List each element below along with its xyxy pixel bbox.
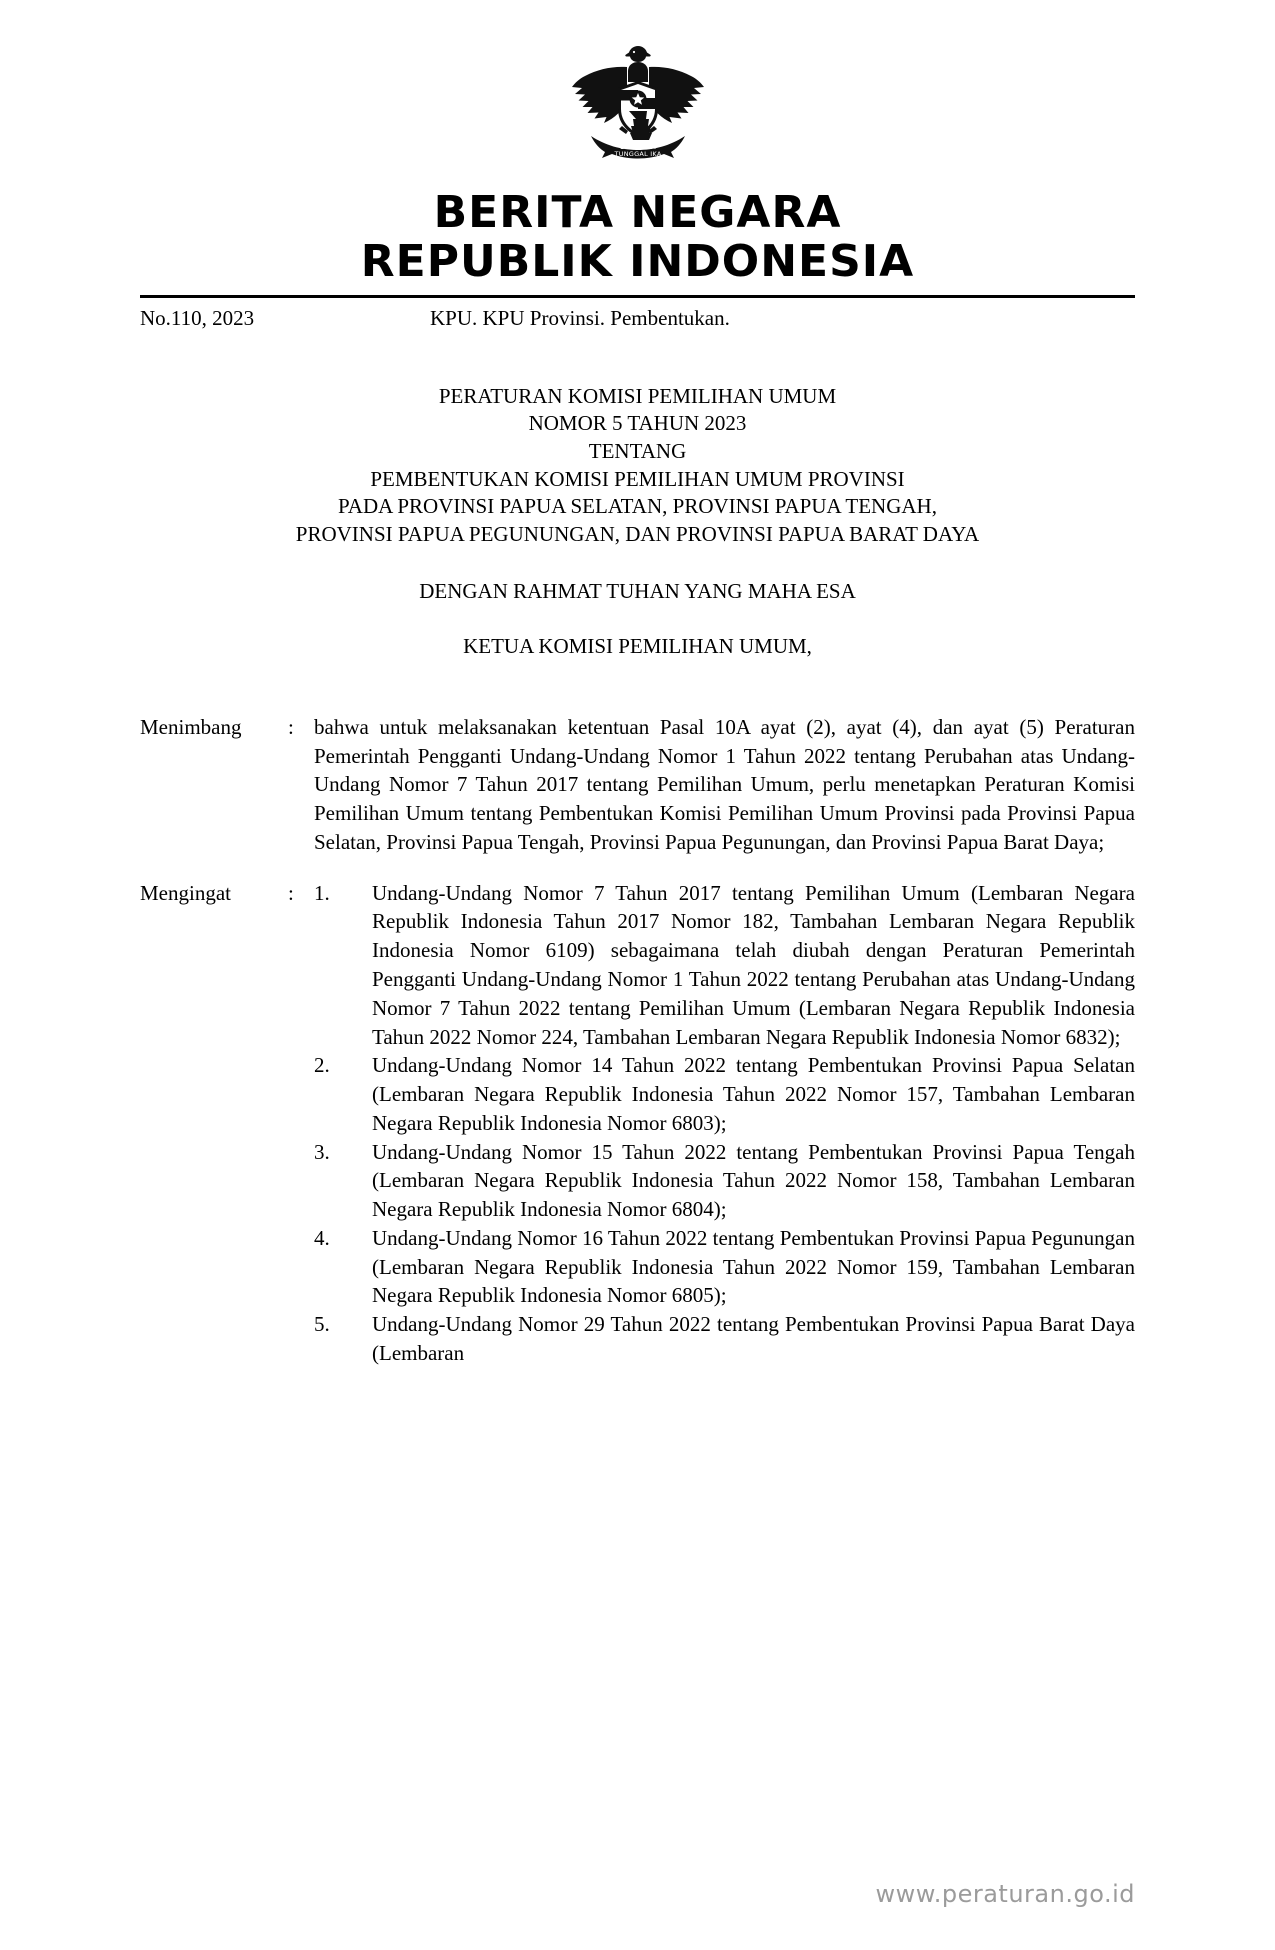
gazette-number-line bbox=[140, 306, 1135, 331]
list-item-text: Undang-Undang Nomor 29 Tahun 2022 tentang Pembentukan Provinsi Papua Barat Daya (Lembaran bbox=[372, 1312, 1135, 1365]
list-item-index: 4. bbox=[314, 1225, 330, 1250]
list-item-index: 1. bbox=[314, 880, 330, 905]
masthead-line-1: BERITA NEGARA bbox=[433, 187, 842, 238]
title-line-6: PROVINSI PAPUA PEGUNUNGAN, DAN PROVINSI PAPUA BARAT DAYA bbox=[295, 522, 980, 547]
clause-menimbang-text bbox=[314, 713, 1135, 857]
list-item-text: Undang-Undang Nomor 15 Tahun 2022 tentang Pembentukan Provinsi Papua Tengah (Lembaran Negara Republik Indonesia Tahun 2022 Nomor 158, Tambahan Lembaran Negara Republik Indonesia Nomor 6804); bbox=[372, 1139, 1135, 1222]
regulation-title-block bbox=[140, 383, 1135, 549]
clause-mengingat-list bbox=[314, 879, 1135, 1368]
title-line-1: PERATURAN KOMISI PEMILIHAN UMUM bbox=[438, 383, 837, 408]
masthead bbox=[140, 188, 1135, 287]
svg-text:TUNGGAL IKA: TUNGGAL IKA bbox=[613, 150, 662, 158]
footer-watermark: www.peraturan.go.id bbox=[875, 1880, 1135, 1908]
emblem-container bbox=[140, 0, 1135, 178]
list-item-text: Undang-Undang Nomor 16 Tahun 2022 tentang Pembentukan Provinsi Papua Pegunungan (Lembaran Negara Republik Indonesia Tahun 2022 Nomor 159, Tambahan Lembaran Negara Republik Indonesia Nomor 6805); bbox=[372, 1225, 1135, 1308]
list-item-text: Undang-Undang Nomor 14 Tahun 2022 tentang Pembentukan Provinsi Papua Selatan (Lembaran Negara Republik Indonesia Tahun 2022 Nomor 157, Tambahan Lembaran Negara Republik Indonesia Nomor 6803); bbox=[372, 1053, 1135, 1135]
list-item-text: Undang-Undang Nomor 7 Tahun 2017 tentang Pemilihan Umum (Lembaran Negara Republik Indonesia Tahun 2017 Nomor 182, Tambahan Lembaran Negara Republik Indonesia Nomor 6109) sebagaimana telah diubah dengan Peraturan Pemerintah Pengganti Undang-Undang Nomor 1 Tahun 2022 tentang Perubahan atas Undang-Undang Nomor 7 Tahun 2022 tentang Pemilihan Umum (Lembaran Negara Republik Indonesia Tahun 2022 Nomor 224, Tambahan Lembaran Negara Republik Indonesia Nomor 6832); bbox=[372, 880, 1135, 1049]
title-line-4: PEMBENTUKAN KOMISI PEMILIHAN UMUM PROVINSI bbox=[370, 466, 905, 491]
clause-mengingat bbox=[140, 879, 1135, 1368]
clause-menimbang-label: Menimbang bbox=[140, 714, 242, 739]
list-item-index: 5. bbox=[314, 1312, 330, 1337]
list-item-index: 2. bbox=[314, 1053, 330, 1078]
list-item bbox=[314, 1224, 1135, 1310]
clause-menimbang-colon: : bbox=[288, 714, 294, 739]
list-item bbox=[314, 1138, 1135, 1224]
gazette-subject: KPU. KPU Provinsi. Pembentukan. bbox=[430, 305, 730, 330]
clause-menimbang-paragraph: bahwa untuk melaksanakan ketentuan Pasal 10A ayat (2), ayat (4), dan ayat (5) Peraturan Pemerintah Pengganti Undang-Undang Nomor 1 Tahun 2022 tentang Perubahan atas Undang-Undang Nomor 7 Tahun 2017 tentang Pemilihan Umum, perlu menetapkan Peraturan Komisi Pemilihan Umum tentang Pembentukan Komisi Pemilihan Umum Provinsi pada Provinsi Papua Selatan, Provinsi Papua Tengah, Provinsi Papua Pegunungan, dan Provinsi Papua Barat Daya; bbox=[314, 714, 1135, 854]
garuda-pancasila-emblem bbox=[563, 38, 713, 178]
list-item-index: 3. bbox=[314, 1139, 330, 1164]
authority-line: KETUA KOMISI PEMILIHAN UMUM, bbox=[463, 633, 812, 658]
svg-text:BHINNEKA: BHINNEKA bbox=[619, 143, 656, 151]
list-item bbox=[314, 1051, 1135, 1137]
list-item bbox=[314, 879, 1135, 1052]
list-item bbox=[314, 1310, 1135, 1368]
title-line-3: TENTANG bbox=[588, 438, 687, 463]
gazette-number: No.110, 2023 bbox=[140, 305, 255, 330]
masthead-line-2: REPUBLIK INDONESIA bbox=[360, 236, 915, 288]
title-line-2: NOMOR 5 TAHUN 2023 bbox=[528, 411, 747, 436]
clause-mengingat-label: Mengingat bbox=[140, 880, 231, 905]
masthead-divider bbox=[140, 295, 1135, 298]
clause-mengingat-colon: : bbox=[288, 880, 294, 905]
clauses-section bbox=[140, 713, 1135, 1368]
blessing-line: DENGAN RAHMAT TUHAN YANG MAHA ESA bbox=[419, 578, 856, 603]
title-line-5: PADA PROVINSI PAPUA SELATAN, PROVINSI PAPUA TENGAH, bbox=[338, 494, 937, 519]
clause-menimbang bbox=[140, 713, 1135, 857]
